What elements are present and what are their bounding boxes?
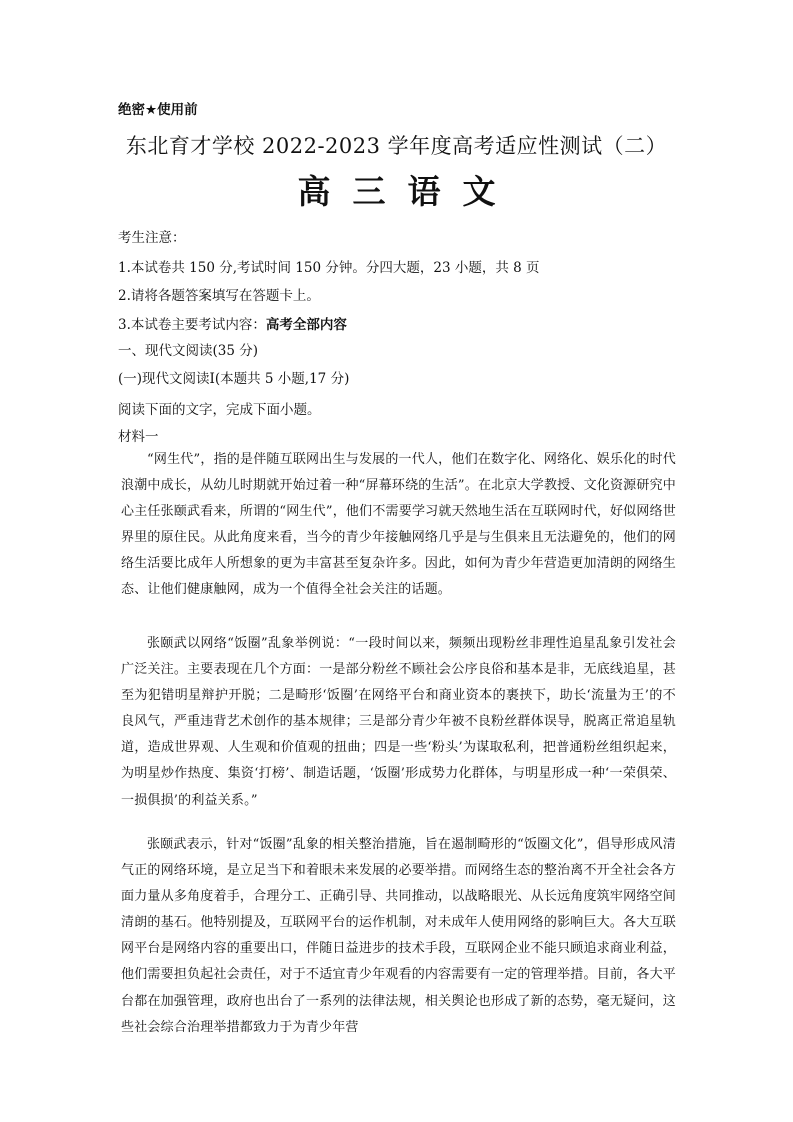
notice-heading: 考生注意：	[118, 230, 186, 246]
notice-item-3	[118, 313, 347, 333]
notice-item-3-prefix: 3.本试卷主要考试内容：	[118, 317, 266, 333]
subject-title: 高三语文	[297, 172, 518, 211]
exam-title: 东北育才学校 2022-2023 学年度高考适应性测试（二）	[125, 134, 668, 158]
section-subtitle: (一)现代文阅读Ⅰ(本题共 5 小题,17 分)	[118, 371, 350, 387]
reading-instruction: 阅读下面的文字，完成下面小题。	[118, 402, 321, 418]
notice-item-1: 1.本试卷共 150 分,考试时间 150 分钟。分四大题，23 小题，共 8 页	[118, 260, 540, 276]
confidential-label: 绝密★使用前	[118, 102, 198, 118]
notice-item-2: 2.请将各题答案填写在答题卡上。	[118, 288, 320, 304]
paragraph-1: “网生代”，指的是伴随互联网出生与发展的一代人，他们在数字化、网络化、娱乐化的时代浪潮中成长，从幼儿时期就开始过着一种“屏幕环绕的生活”。在北京大学教授、文化资源研究中心主任张颐武看来，所谓的“网生代”，他们不需要学习就天然地生活在互联网时代，好似网络世界里的原住民。从此角度来看，当今的青少年接触网络几乎是与生俱来且无法避免的，他们的网络生活要比成年人所想象的更为丰富甚至复杂许多。因此，如何为青少年营造更加清朗的网络生态、让他们健康触网，成为一个值得全社会关注的话题。	[121, 452, 676, 598]
material-label: 材料一	[118, 429, 159, 445]
section-title: 一、现代文阅读(35 分)	[118, 343, 259, 359]
notice-item-3-bold: 高考全部内容	[265, 317, 347, 333]
paragraph-2: 张颐武以网络“饭圈”乱象举例说：“一段时间以来，频频出现粉丝非理性追星乱象引发社会广泛关注。主要表现在几个方面：一是部分粉丝不顾社会公序良俗和基本是非，无底线追星，甚至为犯错明星辩护开脱；二是畸形‘饭圈’在网络平台和商业资本的裹挟下，助长‘流量为王’的不良风气，严重违背艺术创作的基本规律；三是部分青少年被不良粉丝群体误导，脱离正常追星轨道，造成世界观、人生观和价值观的扭曲；四是一些‘粉头’为谋取私利，把普通粉丝组织起来，为明星炒作热度、集资‘打榜’、制造话题，‘饭圈’形成势力化群体，与明星形成一种‘一荣俱荣、一损俱损’的利益关系。”	[121, 636, 676, 808]
paragraph-3: 张颐武表示，针对“饭圈”乱象的相关整治措施，旨在遏制畸形的“饭圈文化”，倡导形成风清气正的网络环境，是立足当下和着眼未来发展的必要举措。而网络生态的整治离不开全社会各方面力量从多角度着手，合理分工、正确引导、共同推动，以战略眼光、从长远角度筑牢网络空间清朗的基石。他特别提及，互联网平台的运作机制，对未成年人使用网络的影响巨大。各大互联网平台是网络内容的重要出口，伴随日益进步的技术手段，互联网企业不能只顾追求商业利益，他们需要担负起社会责任，对于不适宜青少年观看的内容需要有一定的管理举措。目前，各大平台都在加强管理，政府也出台了一系列的法律法规，相关舆论也形成了新的态势，毫无疑问，这些社会综合治理举措都致力于为青少年营	[121, 837, 676, 1035]
